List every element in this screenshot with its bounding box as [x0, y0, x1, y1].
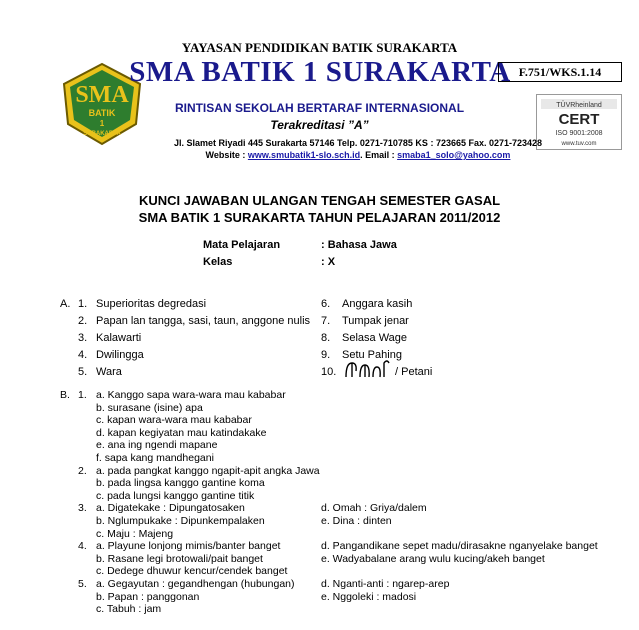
- class-label: Kelas: [203, 256, 233, 268]
- a-left-num-4: 4.: [78, 349, 88, 361]
- doc-title-line1: KUNCI JAWABAN ULANGAN TENGAH SEMESTER GASAL: [138, 193, 501, 208]
- b-q4-line-d: d. Pangandikane sepet madu/dirasakne nganyelake banget: [321, 540, 598, 553]
- b-q1-line-d: d. kapan kegiyatan mau katindakake: [96, 426, 267, 439]
- logo-city-text: SURAKARTA: [83, 131, 121, 137]
- b-q2-num: 2.: [78, 464, 87, 477]
- cert-main-text: CERT: [558, 111, 600, 128]
- a-left-answer-3: Kalawarti: [96, 332, 142, 344]
- form-code: F.751/WKS.1.14: [498, 62, 622, 82]
- class-value: : X: [321, 256, 336, 268]
- b-q5-num: 5.: [78, 578, 87, 590]
- logo-number-text: 1: [99, 119, 105, 128]
- b-q4-num: 4.: [78, 540, 87, 553]
- cert-iso-text: ISO 9001:2008: [555, 130, 603, 137]
- b-q1-num: 1.: [78, 389, 87, 401]
- logo-word-text: BATIK: [88, 108, 116, 118]
- b-q5-line-b: b. Papan : panggonan: [96, 590, 200, 603]
- b-q5-line-a: a. Gegayutan : gegandhengan (hubungan): [96, 578, 295, 590]
- email-link[interactable]: smaba1_solo@yahoo.com: [397, 150, 511, 160]
- a-left-num-3: 3.: [78, 332, 88, 344]
- contact-line: [118, 150, 598, 160]
- cert-top-text: TÜVRheinland: [556, 102, 602, 109]
- email-label: . Email :: [360, 150, 398, 160]
- javanese-script-glyph: [344, 357, 390, 381]
- doc-title-line2: SMA BATIK 1 SURAKARTA TAHUN PELAJARAN 2011/2012: [138, 210, 501, 225]
- a-left-answer-2: Papan lan tangga, sasi, taun, anggone nulis: [96, 315, 311, 327]
- school-name: SMA BATIK 1 SURAKARTA: [129, 56, 511, 88]
- logo-main-text: SMA: [75, 82, 129, 108]
- b-q1-line-f: f. sapa kang mandhegani: [96, 452, 214, 464]
- b-q2-line-a: a. pada pangkat kanggo ngapit-apit angka Jawa: [96, 464, 320, 477]
- a-right-answer-10: / Petani: [395, 366, 433, 378]
- a-left-answer-1: Superioritas degredasi: [96, 298, 207, 310]
- b-q1-line-b: b. surasane (isine) apa: [96, 401, 203, 414]
- a-right-answer-6: Anggara kasih: [342, 298, 413, 310]
- b-q5-line-e: e. Nggoleki : madosi: [321, 590, 417, 603]
- foundation-name: YAYASAN PENDIDIKAN BATIK SURAKARTA: [181, 40, 458, 55]
- b-q3-line-b: b. Nglumpukake : Dipunkempalaken: [96, 515, 265, 527]
- cert-site-text: www.tuv.com: [561, 141, 597, 147]
- b-q4-line-b: b. Rasane legi brotowali/pait banget: [96, 552, 263, 565]
- subject-value: : Bahasa Jawa: [321, 239, 397, 251]
- b-q1-line-e: e. ana ing ngendi mapane: [96, 439, 218, 452]
- b-q4-line-a: a. Playune lonjong mimis/banter banget: [96, 540, 281, 553]
- accreditation: Terakreditasi ”A”: [270, 118, 369, 132]
- a-right-num-6: 6.: [321, 298, 331, 310]
- section-b-letter: B.: [60, 389, 70, 401]
- a-right-num-10: 10.: [321, 366, 337, 378]
- b-q1-line-c: c. kapan wara-wara mau kababar: [96, 414, 252, 427]
- b-q3-line-c: c. Maju : Majeng: [96, 527, 174, 540]
- a-left-answer-4: Dwilingga: [96, 349, 144, 361]
- b-q2-line-b: b. pada lingsa kanggo gantine koma: [96, 477, 265, 490]
- b-q5-line-c: c. Tabuh : jam: [96, 603, 162, 616]
- b-q4-line-e: e. Wadyabalane arang wulu kucing/akeh banget: [321, 552, 545, 565]
- a-left-num-5: 5.: [78, 366, 88, 378]
- a-left-answer-5: Wara: [96, 366, 122, 378]
- b-q3-line-e: e. Dina : dinten: [321, 515, 392, 527]
- b-q5-line-d: d. Nganti-anti : ngarep-arep: [321, 578, 450, 590]
- website-label: Website :: [205, 150, 248, 160]
- a-left-num-1: 1.: [78, 298, 88, 310]
- a-right-num-9: 9.: [321, 349, 331, 361]
- website-link[interactable]: www.smubatik1-slo.sch.id: [247, 150, 361, 160]
- b-q3-num: 3.: [78, 502, 87, 515]
- b-q4-line-c: c. Dedege dhuwur kencur/cendek banget: [96, 565, 288, 578]
- subject-label: Mata Pelajaran: [203, 239, 281, 251]
- b-q2-line-c: c. pada lungsi kanggo gantine titik: [96, 489, 255, 502]
- a-right-answer-7: Tumpak jenar: [342, 315, 409, 327]
- a-right-answer-8: Selasa Wage: [342, 332, 408, 344]
- section-a-letter: A.: [60, 298, 71, 310]
- a-right-answer-9: Setu Pahing: [342, 349, 402, 361]
- school-status: RINTISAN SEKOLAH BERTARAF INTERNASIONAL: [174, 101, 465, 115]
- a-right-num-8: 8.: [321, 332, 331, 344]
- school-address: Jl. Slamet Riyadi 445 Surakarta 57146 Telp. 0271-710785 KS : 723665 Fax. 0271-723428: [173, 138, 543, 148]
- b-q3-line-a: a. Digatekake : Dipungatosaken: [96, 502, 245, 515]
- a-left-num-2: 2.: [78, 315, 88, 327]
- a-right-num-7: 7.: [321, 315, 331, 327]
- b-q3-line-d: d. Omah : Griya/dalem: [321, 502, 427, 515]
- b-q1-line-a: a. Kanggo sapa wara-wara mau kababar: [96, 389, 286, 401]
